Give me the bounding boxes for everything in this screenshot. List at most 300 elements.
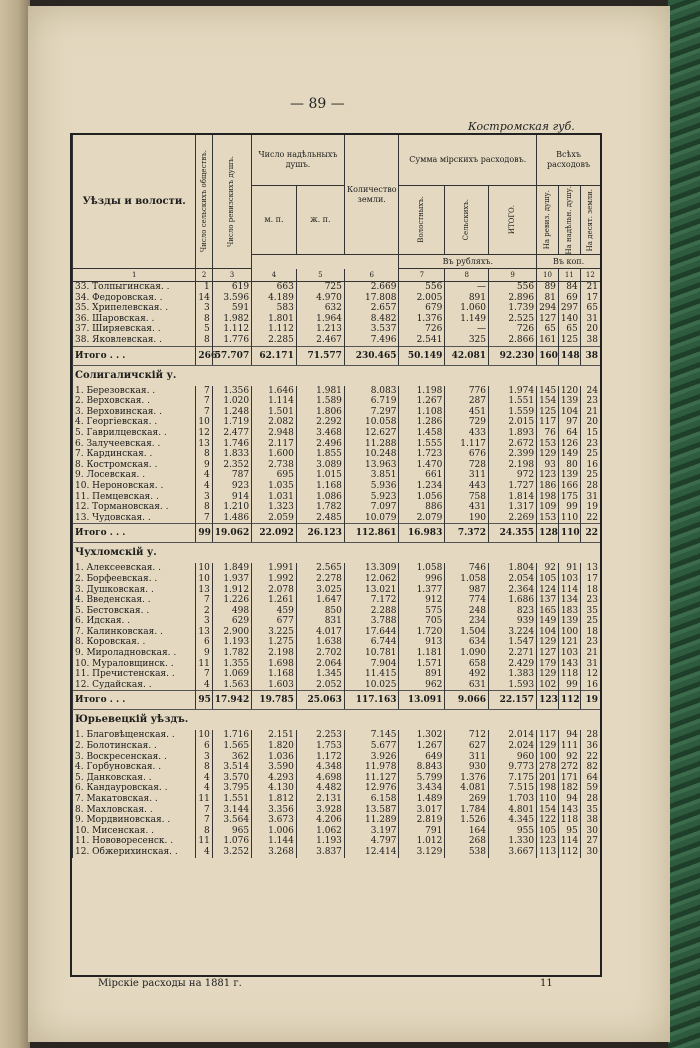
row-label: 37. Ширяевская. . <box>73 324 196 335</box>
cell-col-7: 1.377 <box>399 585 445 596</box>
cell-col-9: 1.559 <box>489 407 537 418</box>
table-row <box>73 783 601 794</box>
cell-col-9: 4.345 <box>489 815 537 826</box>
cell-col-8: 774 <box>445 595 489 606</box>
cell-col-2: 4 <box>196 773 212 784</box>
row-label: 6. Идская. . <box>73 616 196 627</box>
cell-col-3: 3.144 <box>212 805 251 816</box>
cell-col-12: 17 <box>580 293 600 304</box>
cell-col-10: 198 <box>537 783 559 794</box>
cell-col-7: 2.541 <box>399 335 445 346</box>
cell-col-3: 965 <box>212 826 251 837</box>
cell-col-8: 729 <box>445 417 489 428</box>
cell-col-6: 6.158 <box>344 794 399 805</box>
cell-col-8: 987 <box>445 585 489 596</box>
cell-col-5: 1.964 <box>296 314 344 325</box>
cell-col-3: 619 <box>212 282 251 293</box>
cell-col-9: 2.429 <box>489 659 537 670</box>
cell-col-2: 8 <box>196 762 212 773</box>
row-label: Итого . . . <box>73 524 196 543</box>
table-row <box>73 773 601 784</box>
row-label: 6. Кандауровская. . <box>73 783 196 794</box>
row-label: 11. Нововоресенск. . <box>73 836 196 847</box>
cell-col-11: 149 <box>558 449 580 460</box>
cell-col-2: 13 <box>196 585 212 596</box>
cell-col-11: 64 <box>558 428 580 439</box>
cell-col-12: 18 <box>580 585 600 596</box>
cell-col-9: 2.269 <box>489 513 537 524</box>
cell-col-10: 129 <box>537 669 559 680</box>
cell-col-6: 117.163 <box>344 691 399 710</box>
cell-col-2: 5 <box>196 324 212 335</box>
book-cover-edge <box>668 0 700 1048</box>
table-row <box>73 815 601 826</box>
row-label: 7. Калинковская. . <box>73 627 196 638</box>
cell-col-4: 1.036 <box>252 752 297 763</box>
cell-col-9: 2.364 <box>489 585 537 596</box>
cell-col-4: 1.991 <box>252 563 297 574</box>
cell-col-12: 82 <box>580 762 600 773</box>
cell-col-5: 4.348 <box>296 762 344 773</box>
cell-col-5: 2.496 <box>296 439 344 450</box>
cell-col-11: 104 <box>558 407 580 418</box>
cell-col-5: 2.292 <box>296 417 344 428</box>
cell-col-3: 2.352 <box>212 460 251 471</box>
cell-col-7: 8.843 <box>399 762 445 773</box>
cell-col-3: 1.069 <box>212 669 251 680</box>
cell-col-11: 80 <box>558 460 580 471</box>
cell-col-4: 1.323 <box>252 502 297 513</box>
cell-col-9: 726 <box>489 324 537 335</box>
cell-col-5: 831 <box>296 616 344 627</box>
row-label: 9. Лосевская. . <box>73 470 196 481</box>
row-label: 8. Коровская. . <box>73 637 196 648</box>
cell-col-8: 268 <box>445 836 489 847</box>
cell-col-8: 776 <box>445 386 489 397</box>
cell-col-5: 1.981 <box>296 386 344 397</box>
table-row <box>73 574 601 585</box>
cell-col-7: 1.234 <box>399 481 445 492</box>
cell-col-10: 294 <box>537 303 559 314</box>
page-number: — 89 — <box>290 96 345 112</box>
cell-col-11: 99 <box>558 502 580 513</box>
cell-col-10: 128 <box>537 524 559 543</box>
cell-col-4: 3.225 <box>252 627 297 638</box>
cell-col-5: 1.015 <box>296 470 344 481</box>
cell-col-2: 8 <box>196 449 212 460</box>
cell-col-6: 12.976 <box>344 783 399 794</box>
cell-col-8: 492 <box>445 669 489 680</box>
table-row <box>73 396 601 407</box>
cell-col-12: 12 <box>580 669 600 680</box>
cell-col-3: 1.565 <box>212 741 251 752</box>
cell-col-10: 100 <box>537 752 559 763</box>
cell-col-9: 22.157 <box>489 691 537 710</box>
cell-col-9: 1.593 <box>489 680 537 691</box>
cell-col-10: 201 <box>537 773 559 784</box>
row-label: Итого . . . <box>73 346 196 365</box>
table-row <box>73 826 601 837</box>
cell-col-9: 3.667 <box>489 847 537 858</box>
cell-col-12: 22 <box>580 752 600 763</box>
cell-col-10: 137 <box>537 595 559 606</box>
cell-col-8: 234 <box>445 616 489 627</box>
cell-col-4: 22.092 <box>252 524 297 543</box>
cell-col-3: 3.514 <box>212 762 251 773</box>
cell-col-4: 1.992 <box>252 574 297 585</box>
table-row <box>73 293 601 304</box>
cell-col-2: 2 <box>196 606 212 617</box>
section-title: Чухломскій у. <box>73 543 601 564</box>
cell-col-12: 38 <box>580 335 600 346</box>
cell-col-10: 105 <box>537 826 559 837</box>
table-row <box>73 428 601 439</box>
column-numbers-row: 1 2 3 4 5 6 7 8 9 10 11 12 <box>73 269 601 282</box>
cell-col-5: 3.089 <box>296 460 344 471</box>
cell-col-3: 1.937 <box>212 574 251 585</box>
cell-col-4: 1.820 <box>252 741 297 752</box>
cell-col-12: 25 <box>580 470 600 481</box>
cell-col-2: 11 <box>196 659 212 670</box>
row-label: 35. Хрипелевская. . <box>73 303 196 314</box>
cell-col-12: 59 <box>580 783 600 794</box>
cell-col-12: 35 <box>580 805 600 816</box>
cell-col-7: 2.005 <box>399 293 445 304</box>
cell-col-6: 10.058 <box>344 417 399 428</box>
cell-col-10: 117 <box>537 730 559 741</box>
cell-col-8: 9.066 <box>445 691 489 710</box>
cell-col-4: 1.275 <box>252 637 297 648</box>
cell-col-3: 2.900 <box>212 627 251 638</box>
table-row <box>73 637 601 648</box>
cell-col-9: 1.686 <box>489 595 537 606</box>
cell-col-10: 127 <box>537 648 559 659</box>
cell-col-6: 5.936 <box>344 481 399 492</box>
cell-col-9: 1.317 <box>489 502 537 513</box>
cell-col-10: 153 <box>537 439 559 450</box>
cell-col-4: 677 <box>252 616 297 627</box>
cell-col-5: 1.647 <box>296 595 344 606</box>
cell-col-12: 21 <box>580 282 600 293</box>
row-label: 12. Обжерихинская. . <box>73 847 196 858</box>
col-sum-header: Сумма мірскихъ расходовъ. <box>399 135 537 185</box>
cell-col-12: 38 <box>580 346 600 365</box>
cell-col-2: 4 <box>196 680 212 691</box>
cell-col-7: 575 <box>399 606 445 617</box>
cell-col-2: 7 <box>196 396 212 407</box>
cell-col-11: 118 <box>558 669 580 680</box>
cell-col-5: 4.970 <box>296 293 344 304</box>
cell-col-4: 2.151 <box>252 730 297 741</box>
table-row <box>73 585 601 596</box>
table-row <box>73 303 601 314</box>
cell-col-3: 1.020 <box>212 396 251 407</box>
cell-col-4: 2.117 <box>252 439 297 450</box>
cell-col-7: 1.108 <box>399 407 445 418</box>
cell-col-10: 129 <box>537 637 559 648</box>
cell-col-10: 104 <box>537 627 559 638</box>
cell-col-6: 7.097 <box>344 502 399 513</box>
cell-col-12: 16 <box>580 680 600 691</box>
cell-col-5: 25.063 <box>296 691 344 710</box>
cell-col-4: 4.130 <box>252 783 297 794</box>
cell-col-5: 3.468 <box>296 428 344 439</box>
section-title-row <box>73 365 601 386</box>
row-label: 10. Мураловщинск. . <box>73 659 196 670</box>
cell-col-7: 912 <box>399 595 445 606</box>
row-label: 8. Махловская. . <box>73 805 196 816</box>
total-row <box>73 346 601 365</box>
cell-col-11: 118 <box>558 815 580 826</box>
cell-col-4: 695 <box>252 470 297 481</box>
cell-col-10: 76 <box>537 428 559 439</box>
table-row <box>73 752 601 763</box>
cell-col-6: 8.083 <box>344 386 399 397</box>
section-title: Солигаличскій у. <box>73 365 601 386</box>
cell-col-4: 1.812 <box>252 794 297 805</box>
cell-col-2: 3 <box>196 492 212 503</box>
cell-col-6: 13.021 <box>344 585 399 596</box>
cell-col-6: 7.145 <box>344 730 399 741</box>
cell-col-6: 3.926 <box>344 752 399 763</box>
row-label: 10. Мисенская. . <box>73 826 196 837</box>
cell-col-12: 22 <box>580 513 600 524</box>
cell-col-5: 26.123 <box>296 524 344 543</box>
cell-col-9: 2.054 <box>489 574 537 585</box>
cell-col-11: 91 <box>558 563 580 574</box>
table-row <box>73 460 601 471</box>
row-label: 1. Благовѣщенская. . <box>73 730 196 741</box>
row-label: 8. Костромская. . <box>73 460 196 471</box>
cell-col-5: 2.131 <box>296 794 344 805</box>
cell-col-3: 1.746 <box>212 439 251 450</box>
cell-col-12: 20 <box>580 417 600 428</box>
cell-col-4: 2.059 <box>252 513 297 524</box>
cell-col-4: 2.738 <box>252 460 297 471</box>
cell-col-3: 3.570 <box>212 773 251 784</box>
cell-col-7: 3.017 <box>399 805 445 816</box>
cell-col-8: 930 <box>445 762 489 773</box>
cell-col-11: 139 <box>558 396 580 407</box>
cell-col-3: 1.716 <box>212 730 251 741</box>
col-male-header: м. п. <box>252 185 297 255</box>
cell-col-11: 139 <box>558 470 580 481</box>
cell-col-12: 21 <box>580 407 600 418</box>
cell-col-7: 1.267 <box>399 741 445 752</box>
table-row <box>73 502 601 513</box>
cell-col-3: 19.062 <box>212 524 251 543</box>
cell-col-3: 3.564 <box>212 815 251 826</box>
cell-col-2: 7 <box>196 669 212 680</box>
cell-col-6: 112.861 <box>344 524 399 543</box>
cell-col-3: 1.356 <box>212 386 251 397</box>
cell-col-9: 2.866 <box>489 335 537 346</box>
cell-col-6: 6.744 <box>344 637 399 648</box>
col-revision-souls-header: Число ревизскихъ душъ. <box>212 135 251 269</box>
row-label: 36. Шаровская. . <box>73 314 196 325</box>
cell-col-3: 3.795 <box>212 783 251 794</box>
cell-col-8: 1.149 <box>445 314 489 325</box>
row-label: 11. Пречистенская. . <box>73 669 196 680</box>
cell-col-2: 3 <box>196 303 212 314</box>
cell-col-6: 11.288 <box>344 439 399 450</box>
cell-col-3: 1.912 <box>212 585 251 596</box>
cell-col-4: 2.948 <box>252 428 297 439</box>
row-label: 7. Макатовская. . <box>73 794 196 805</box>
cell-col-10: 81 <box>537 293 559 304</box>
cell-col-8: 1.090 <box>445 648 489 659</box>
table-row <box>73 616 601 627</box>
cell-col-9: 1.551 <box>489 396 537 407</box>
cell-col-3: 1.486 <box>212 513 251 524</box>
cell-col-9: 1.814 <box>489 492 537 503</box>
row-label: 5. Гаврилцевская. . <box>73 428 196 439</box>
cell-col-10: 165 <box>537 606 559 617</box>
total-row <box>73 524 601 543</box>
cell-col-3: 2.477 <box>212 428 251 439</box>
cell-col-10: 109 <box>537 502 559 513</box>
cell-col-6: 4.797 <box>344 836 399 847</box>
cell-col-7: 1.720 <box>399 627 445 638</box>
cell-col-8: 538 <box>445 847 489 858</box>
row-label: 2. Болотинская. . <box>73 741 196 752</box>
cell-col-5: 3.837 <box>296 847 344 858</box>
table-row <box>73 648 601 659</box>
cell-col-3: 1.193 <box>212 637 251 648</box>
cell-col-4: 3.590 <box>252 762 297 773</box>
cell-col-10: 105 <box>537 574 559 585</box>
cell-col-8: 190 <box>445 513 489 524</box>
cell-col-2: 95 <box>196 691 212 710</box>
table-row <box>73 606 601 617</box>
cell-col-11: 125 <box>558 335 580 346</box>
cell-col-9: 972 <box>489 470 537 481</box>
cell-col-9: 955 <box>489 826 537 837</box>
cell-col-12: 25 <box>580 616 600 627</box>
row-label: 2. Верховская. . <box>73 396 196 407</box>
row-label: 2. Борфеевская. . <box>73 574 196 585</box>
cell-col-7: 50.149 <box>399 346 445 365</box>
cell-col-8: 325 <box>445 335 489 346</box>
cell-col-3: 57.707 <box>212 346 251 365</box>
cell-col-3: 1.076 <box>212 836 251 847</box>
cell-col-5: 1.345 <box>296 669 344 680</box>
row-label: 4. Введенская. . <box>73 595 196 606</box>
cell-col-11: 114 <box>558 585 580 596</box>
cell-col-9: 7.515 <box>489 783 537 794</box>
cell-col-5: 1.213 <box>296 324 344 335</box>
cell-col-8: 269 <box>445 794 489 805</box>
cell-col-9: 1.330 <box>489 836 537 847</box>
cell-col-7: 1.012 <box>399 836 445 847</box>
row-label: 4. Георгіевская. . <box>73 417 196 428</box>
cell-col-12: 19 <box>580 502 600 513</box>
row-label: 12. Судайская. . <box>73 680 196 691</box>
cell-col-5: 1.062 <box>296 826 344 837</box>
cell-col-12: 19 <box>580 691 600 710</box>
cell-col-6: 10.248 <box>344 449 399 460</box>
cell-col-4: 19.785 <box>252 691 297 710</box>
cell-col-11: 148 <box>558 346 580 365</box>
cell-col-11: 103 <box>558 648 580 659</box>
cell-col-5: 2.253 <box>296 730 344 741</box>
cell-col-9: 556 <box>489 282 537 293</box>
cell-col-2: 7 <box>196 407 212 418</box>
cell-col-8: 1.060 <box>445 303 489 314</box>
row-label: 33. Толпыгинская. . <box>73 282 196 293</box>
cell-col-7: 2.819 <box>399 815 445 826</box>
cell-col-8: 1.504 <box>445 627 489 638</box>
cell-col-12: 18 <box>580 627 600 638</box>
cell-col-12: 64 <box>580 773 600 784</box>
cell-col-11: 94 <box>558 730 580 741</box>
cell-col-5: 2.064 <box>296 659 344 670</box>
table-row <box>73 659 601 670</box>
cell-col-8: 746 <box>445 563 489 574</box>
cell-col-3: 787 <box>212 470 251 481</box>
cell-col-3: 1.248 <box>212 407 251 418</box>
cell-col-6: 7.496 <box>344 335 399 346</box>
cell-col-11: 65 <box>558 324 580 335</box>
cell-col-5: 725 <box>296 282 344 293</box>
cell-col-8: 1.784 <box>445 805 489 816</box>
cell-col-9: 1.727 <box>489 481 537 492</box>
cell-col-9: 2.198 <box>489 460 537 471</box>
cell-col-10: 198 <box>537 492 559 503</box>
footer-title: Мірскіе расходы на 1881 г. <box>98 978 242 989</box>
row-label: 12. Тормановская. . <box>73 502 196 513</box>
cell-col-2: 9 <box>196 648 212 659</box>
cell-col-7: 3.129 <box>399 847 445 858</box>
cell-col-4: 4.293 <box>252 773 297 784</box>
cell-col-2: 8 <box>196 335 212 346</box>
cell-col-5: 4.482 <box>296 783 344 794</box>
cell-col-7: 996 <box>399 574 445 585</box>
cell-col-8: 627 <box>445 741 489 752</box>
row-label: 9. Мироладновская. . <box>73 648 196 659</box>
cell-col-4: 62.171 <box>252 346 297 365</box>
expense-table <box>70 133 602 977</box>
cell-col-9: 823 <box>489 606 537 617</box>
cell-col-7: 1.058 <box>399 563 445 574</box>
cell-col-5: 1.806 <box>296 407 344 418</box>
cell-col-7: 16.983 <box>399 524 445 543</box>
cell-col-9: 92.230 <box>489 346 537 365</box>
cell-col-2: 4 <box>196 481 212 492</box>
cell-col-7: 726 <box>399 324 445 335</box>
cell-col-6: 13.309 <box>344 563 399 574</box>
cell-col-5: 1.638 <box>296 637 344 648</box>
cell-col-6: 3.537 <box>344 324 399 335</box>
col-per-des-header: На десят. земли. <box>580 185 600 255</box>
cell-col-12: 35 <box>580 606 600 617</box>
cell-col-6: 17.808 <box>344 293 399 304</box>
cell-col-10: 125 <box>537 407 559 418</box>
cell-col-3: 1.776 <box>212 335 251 346</box>
cell-col-5: 2.702 <box>296 648 344 659</box>
section-title-row <box>73 710 601 731</box>
cell-col-9: 2.896 <box>489 293 537 304</box>
cell-col-7: 1.302 <box>399 730 445 741</box>
cell-col-2: 9 <box>196 460 212 471</box>
row-label: Итого . . . <box>73 691 196 710</box>
cell-col-2: 11 <box>196 836 212 847</box>
cell-col-3: 1.719 <box>212 417 251 428</box>
table-row <box>73 282 601 293</box>
table-row <box>73 407 601 418</box>
table-row <box>73 324 601 335</box>
cell-col-4: 3.673 <box>252 815 297 826</box>
